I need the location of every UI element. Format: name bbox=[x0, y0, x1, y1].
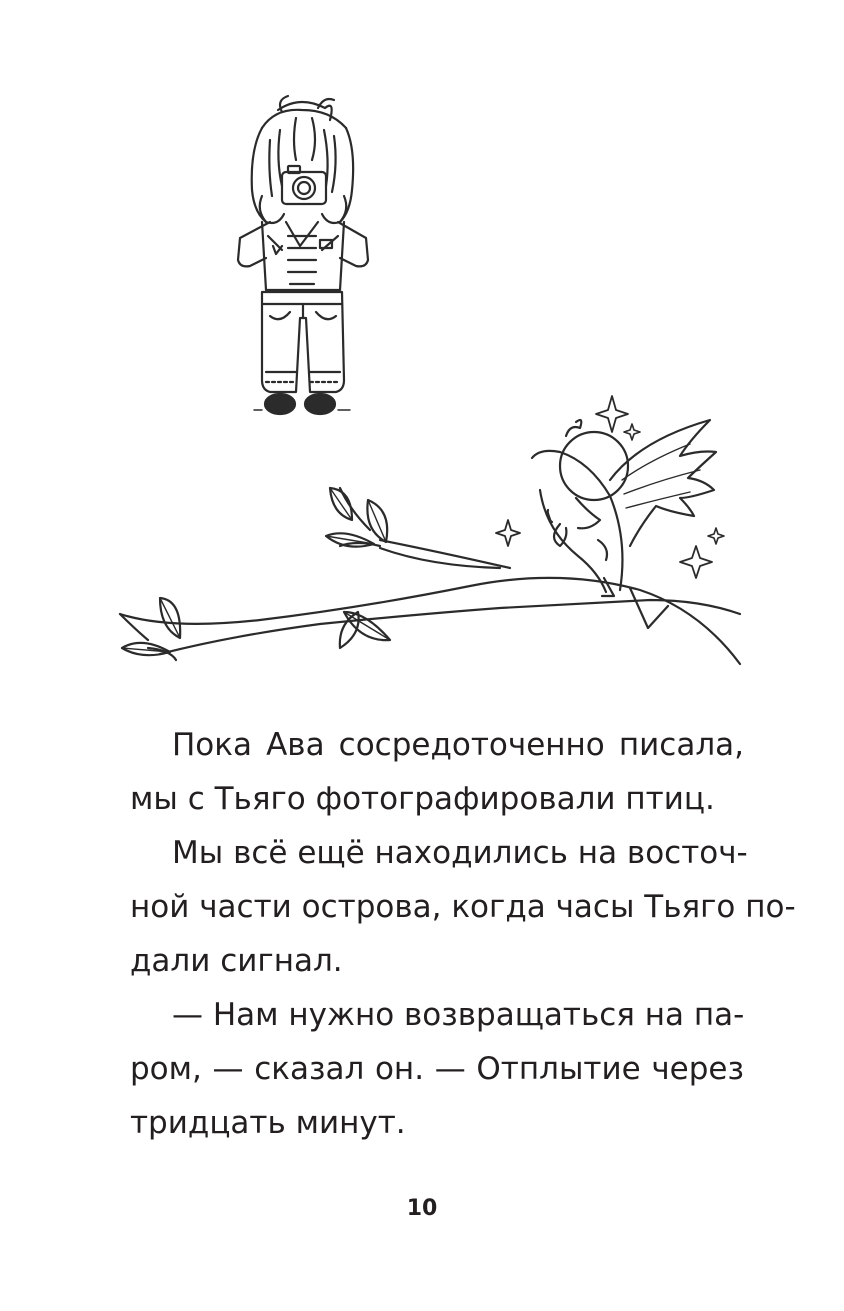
story-text bbox=[130, 718, 796, 1150]
paragraph-3-line-3: тридцать минут. bbox=[130, 1105, 406, 1141]
paragraph-1 bbox=[130, 718, 744, 826]
paragraph-2-line-2: ной части острова, когда часы Тьяго по- bbox=[130, 889, 796, 925]
girl-with-camera-drawing bbox=[238, 96, 368, 414]
paragraph-3 bbox=[130, 988, 744, 1150]
parrot-drawing bbox=[496, 396, 724, 596]
paragraph-1-line-1: Пока Ава сосредоточенно писала, bbox=[172, 727, 744, 763]
paragraph-2 bbox=[130, 826, 796, 988]
paragraph-1-line-2: мы с Тьяго фотографировали птиц. bbox=[130, 781, 715, 817]
paragraph-2-line-3: дали сигнал. bbox=[130, 943, 343, 979]
paragraph-2-line-1: Мы всё ещё находились на восточ- bbox=[172, 835, 748, 871]
branch-drawing bbox=[120, 488, 740, 664]
page-number: 10 bbox=[406, 1196, 438, 1221]
paragraph-3-line-1: — Нам нужно возвращаться на па- bbox=[172, 997, 745, 1033]
paragraph-3-line-2: ром, — сказал он. — Отплытие через bbox=[130, 1051, 744, 1087]
